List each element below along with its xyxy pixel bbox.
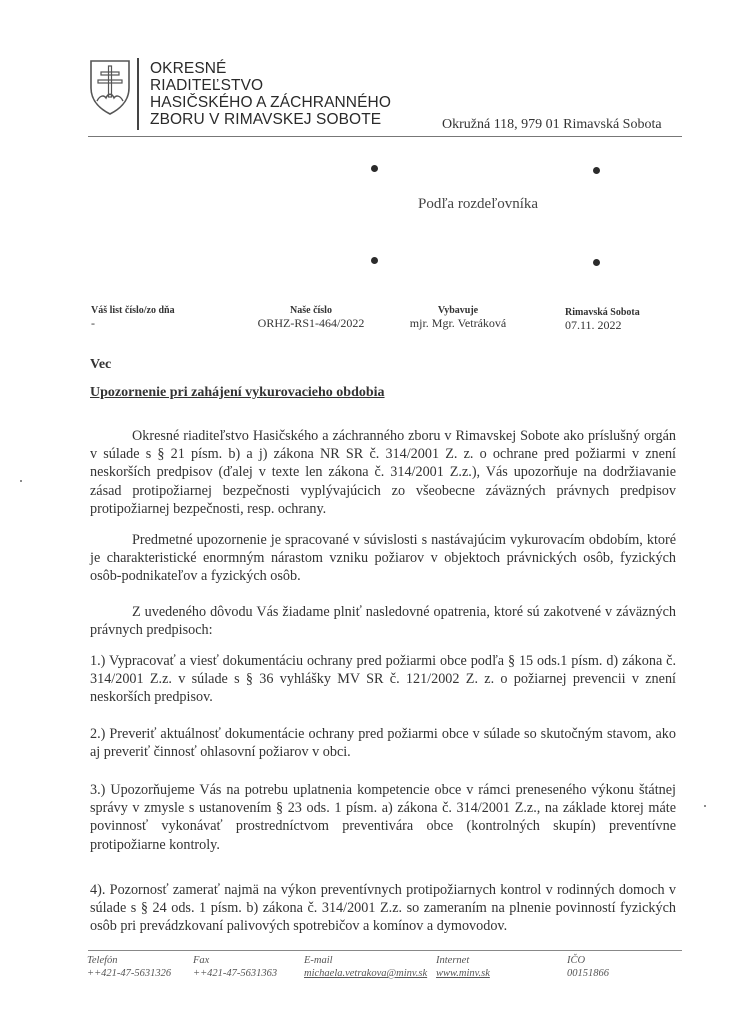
org-line: OKRESNÉ <box>150 60 227 77</box>
your-reference <box>91 305 175 331</box>
slovak-coat-of-arms-icon <box>88 58 132 116</box>
org-line: HASIČSKÉHO A ZÁCHRANNÉHO <box>150 94 391 111</box>
window-corner-mark <box>371 257 378 264</box>
list-item: 1.) Vypracovať a viesť dokumentáciu ochrany pred požiarmi obce podľa § 15 ods.1 písm. d) zákona č. 314/2001 Z.z. v súlade s § 36 vyhlášky MV SR č. 121/2002 Z. z. o požiarnej prevencii v znení neskorších predpisov. <box>90 653 676 706</box>
window-corner-mark <box>593 167 600 174</box>
subject-title: Upozornenie pri zahájení vykurovacieho obdobia <box>90 385 385 400</box>
window-corner-mark <box>593 259 600 266</box>
our-reference <box>256 305 366 331</box>
place-label: Rimavská Sobota <box>565 307 640 318</box>
handled-by-value: mjr. Mgr. Vetráková <box>409 316 507 330</box>
phone-value: ++421-47-5631326 <box>87 968 172 979</box>
body-paragraph: Predmetné upozornenie je spracované v súvislosti s nastávajúcim vykurovacím obdobím, ktoré je charakteristické enormným nárastom vzniku požiarov v objektoch právnických osôb, fyzických osôb-podnikateľov a fyzických osôb. <box>90 532 676 585</box>
date-value: 07.11. 2022 <box>565 318 622 332</box>
body-paragraph: Okresné riaditeľstvo Hasičského a záchranného zboru v Rimavskej Sobote ako príslušný orgán v súlade s § 21 písm. b) a j) zákona NR SR č. 314/2001 Z. z. o ochrane pred požiarmi v znení neskorších predpisov (ďalej v texte len zákona č. 314/2001 Z.z.), Vás upozorňuje na dodržiavanie zásad protipožiarnej bezpečnosti vyplývajúcich zo všeobecne záväzných právnych predpisov protipožiarnej bezpečnosti, resp. ochrany. <box>90 428 676 517</box>
organization-name <box>150 60 391 128</box>
recipient: Podľa rozdeľovníka <box>418 196 539 212</box>
header-rule <box>88 136 682 137</box>
handled-by-label: Vybavuje <box>437 305 479 316</box>
list-item: 4). Pozornosť zamerať najmä na výkon preventívnych protipožiarnych kontrol v rodinných domoch v súlade s § 24 ods. 1 písm. b) zákona č. 314/2001 Z.z. so zameraním na plnenie povinností fyzických osôb pri prevádzkovaní palivových spotrebičov a komínov a dymovodov. <box>90 882 676 935</box>
list-item: 3.) Upozorňujeme Vás na potrebu uplatnenia kompetencie obce v rámci preneseného výkonu štátnej správy v zmysle s ustanovením § 23 ods. 1 písm. a) zákona č. 314/2001 Z.z., na základe ktorej máte povinnosť vykonávať prostredníctvom preventivára obce (kontrolných skupín) preventívne protipožiarne kontroly. <box>90 782 676 853</box>
footer-rule <box>88 950 682 951</box>
email-label: E-mail <box>304 955 333 966</box>
subject-label: Vec <box>90 357 112 372</box>
fax-label: Fax <box>193 955 210 966</box>
footer-web <box>436 954 490 980</box>
phone-label: Telefón <box>87 955 118 966</box>
organization-address: Okružná 118, 979 01 Rimavská Sobota <box>442 117 662 132</box>
handled-by <box>403 305 513 331</box>
email-link[interactable]: michaela.vetrakova@minv.sk <box>304 968 428 979</box>
fax-value: ++421-47-5631363 <box>193 968 278 979</box>
body-paragraph: Z uvedeného dôvodu Vás žiadame plniť nasledovné opatrenia, ktoré sú zakotvené v záväzných právnych predpisoch: <box>90 604 676 639</box>
footer-fax <box>193 954 277 980</box>
web-label: Internet <box>436 955 470 966</box>
org-line: RIADITEĽSTVO <box>150 77 264 94</box>
scan-speck <box>20 480 22 482</box>
window-corner-mark <box>371 165 378 172</box>
ico-label: IČO <box>567 955 586 966</box>
footer-phone <box>87 954 171 980</box>
footer-email <box>304 954 427 980</box>
your-reference-label: Váš list číslo/zo dňa <box>91 305 175 316</box>
list-item: 2.) Preveriť aktuálnosť dokumentácie ochrany pred požiarmi obce v súlade so skutočným stavom, ako aj preveriť činnosť ohlasovní požiarov v obci. <box>90 726 676 761</box>
org-line: ZBORU V RIMAVSKEJ SOBOTE <box>150 111 382 128</box>
web-link[interactable]: www.minv.sk <box>436 968 490 979</box>
footer-ico <box>567 954 609 980</box>
place-date <box>565 307 640 333</box>
scan-speck <box>704 805 706 807</box>
our-reference-label: Naše číslo <box>290 305 332 316</box>
our-reference-value: ORHZ-RS1-464/2022 <box>257 316 365 330</box>
ico-value: 00151866 <box>567 968 609 979</box>
your-reference-value: - <box>91 316 95 330</box>
header-divider <box>137 58 139 130</box>
